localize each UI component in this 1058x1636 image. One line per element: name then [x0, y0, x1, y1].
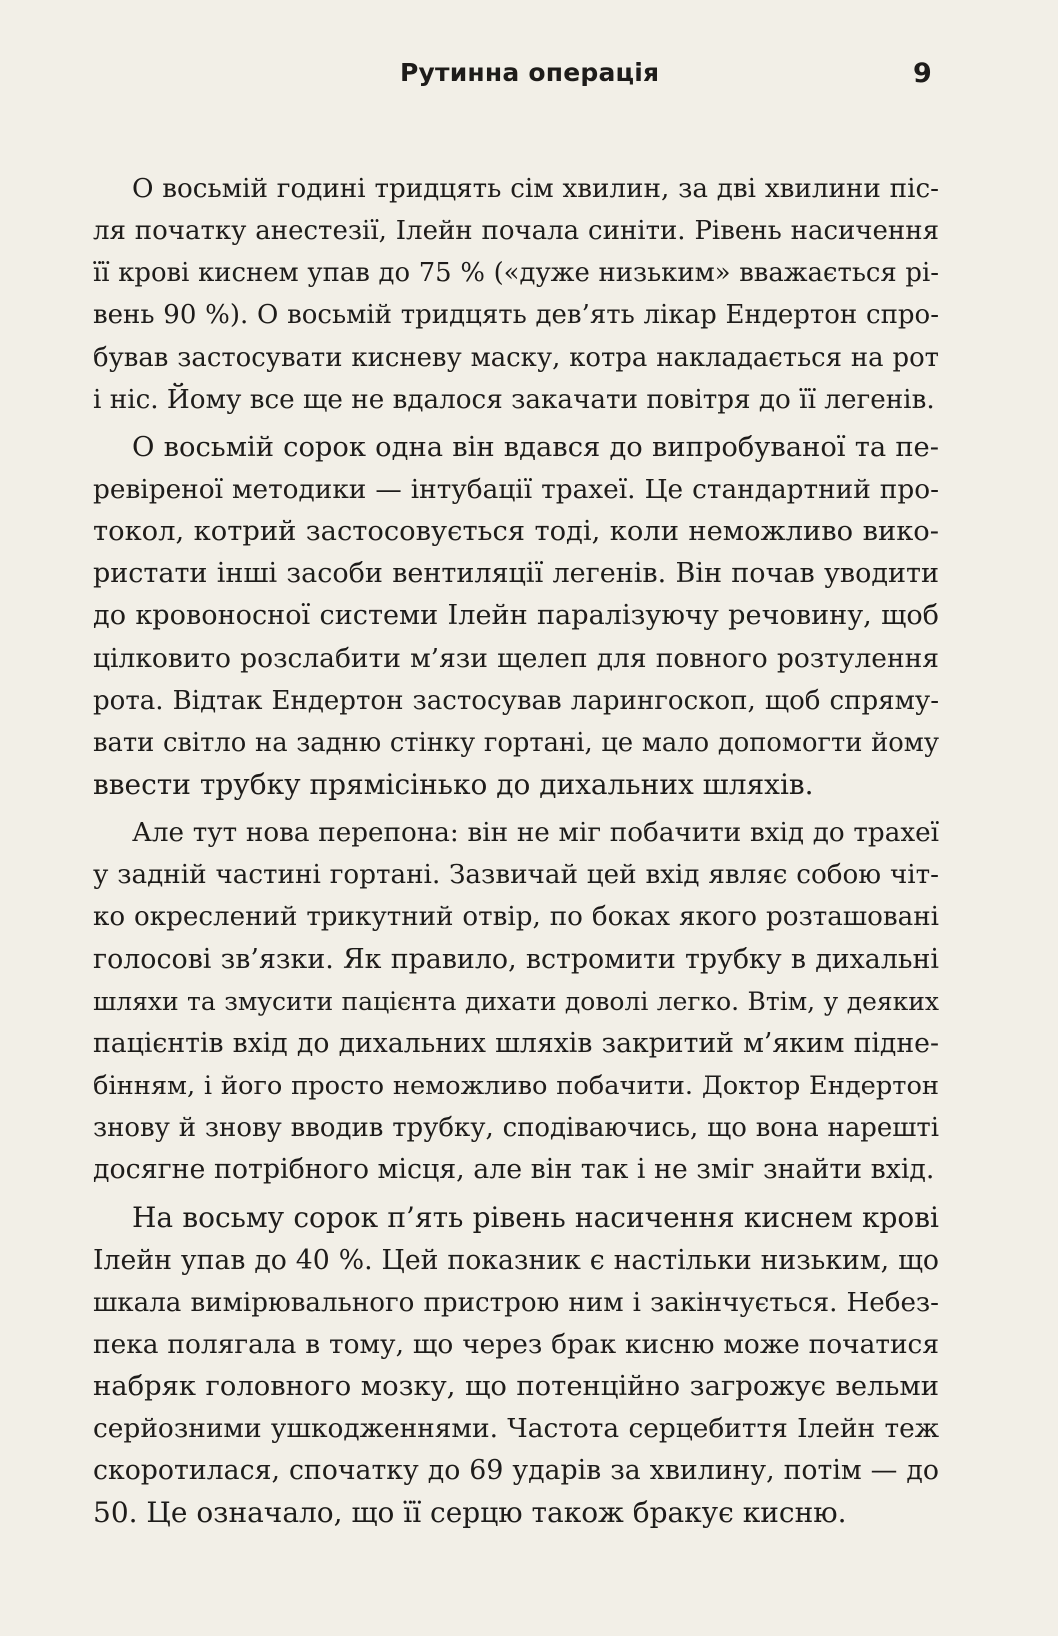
text-line: цілковито розслабити м’язи щелеп для повного розтулення [93, 642, 939, 674]
page-number: 9 [913, 58, 932, 89]
text-line: серйозними ушкодженнями. Частота серцебиття Ілейн теж [93, 1413, 939, 1445]
text-line: досягне потрібного місця, але він так і не зміг знайти вхід. [93, 1154, 935, 1186]
text-line: у задній частині гортані. Зазвичай цей вхід являє собою чіт- [93, 860, 939, 891]
text-line: О восьмій годині тридцять сім хвилин, за дві хвилини піс- [132, 174, 939, 204]
text-line: бував застосувати кисневу маску, котра накладається на рот [93, 342, 939, 373]
text-line: пека полягала в тому, що через брак кисню може початися [93, 1328, 939, 1360]
text-line: голосові зв’язки. Як правило, встромити трубку в дихальні [93, 943, 939, 975]
text-line: ревіреної методики — інтубації трахеї. Це стандартний про- [93, 474, 939, 505]
body-text [93, 168, 939, 1535]
text-line: і ніс. Йому все ще не вдалося закачати повітря до її легенів. [93, 384, 935, 415]
text-line: Але тут нова перепона: він не міг побачити вхід до трахеї [132, 818, 939, 849]
text-line: О восьмій сорок одна він вдався до випробуваної та пе- [132, 431, 939, 463]
text-line: скоротилася, спочатку до 69 ударів за хвилину, потім — до [93, 1455, 939, 1487]
text-line: ля початку анестезії, Ілейн почала синіти. Рівень насичення [93, 216, 939, 247]
text-line: токол, котрий застосовується тоді, коли неможливо вико- [93, 516, 939, 548]
text-line: шляхи та змусити пацієнта дихати доволі легко. Втім, у деяких [93, 986, 939, 1016]
text-line: рота. Відтак Ендертон застосував ларингоскоп, щоб спряму- [93, 685, 939, 716]
text-line: На восьму сорок п’ять рівень насичення киснем крові [132, 1201, 939, 1235]
text-line: ко окреслений трикутний отвір, по боках якого розташовані [93, 902, 939, 933]
paragraph-4 [93, 1197, 939, 1534]
running-header-title: Рутинна операція [400, 58, 660, 87]
paragraph-2 [93, 427, 939, 806]
text-line: вати світло на задню стінку гортані, це мало допомогти йому [93, 727, 939, 758]
text-line: бінням, і його просто неможливо побачити. Доктор Ендертон [93, 1070, 939, 1101]
text-line: пацієнтів вхід до дихальних шляхів закритий м’яким підне- [93, 1027, 939, 1059]
text-line: вень 90 %). О восьмій тридцять дев’ять лікар Ендертон спро- [93, 300, 939, 331]
text-line: знову й знову вводив трубку, сподіваючись, що вона нарешті [93, 1113, 939, 1144]
text-line: ввести трубку прямісінько до дихальних шляхів. [93, 767, 814, 801]
text-line: Ілейн упав до 40 %. Цей показник є настільки низьким, що [93, 1244, 939, 1276]
text-line: її крові киснем упав до 75 % («дуже низьким» вважається рі- [93, 258, 939, 289]
text-line: набряк головного мозку, що потенційно загрожує вельми [93, 1370, 939, 1402]
text-line: до кровоносної системи Ілейн паралізуючу речовину, щоб [93, 600, 939, 632]
text-line: шкала вимірювального пристрою ним і закінчується. Небез- [93, 1287, 939, 1318]
paragraph-3 [93, 812, 939, 1191]
text-line: ристати інші засоби вентиляції легенів. Він почав уводити [93, 558, 939, 590]
text-line: 50. Це означало, що її серцю також бракує кисню. [93, 1496, 847, 1530]
paragraph-1 [93, 168, 939, 421]
